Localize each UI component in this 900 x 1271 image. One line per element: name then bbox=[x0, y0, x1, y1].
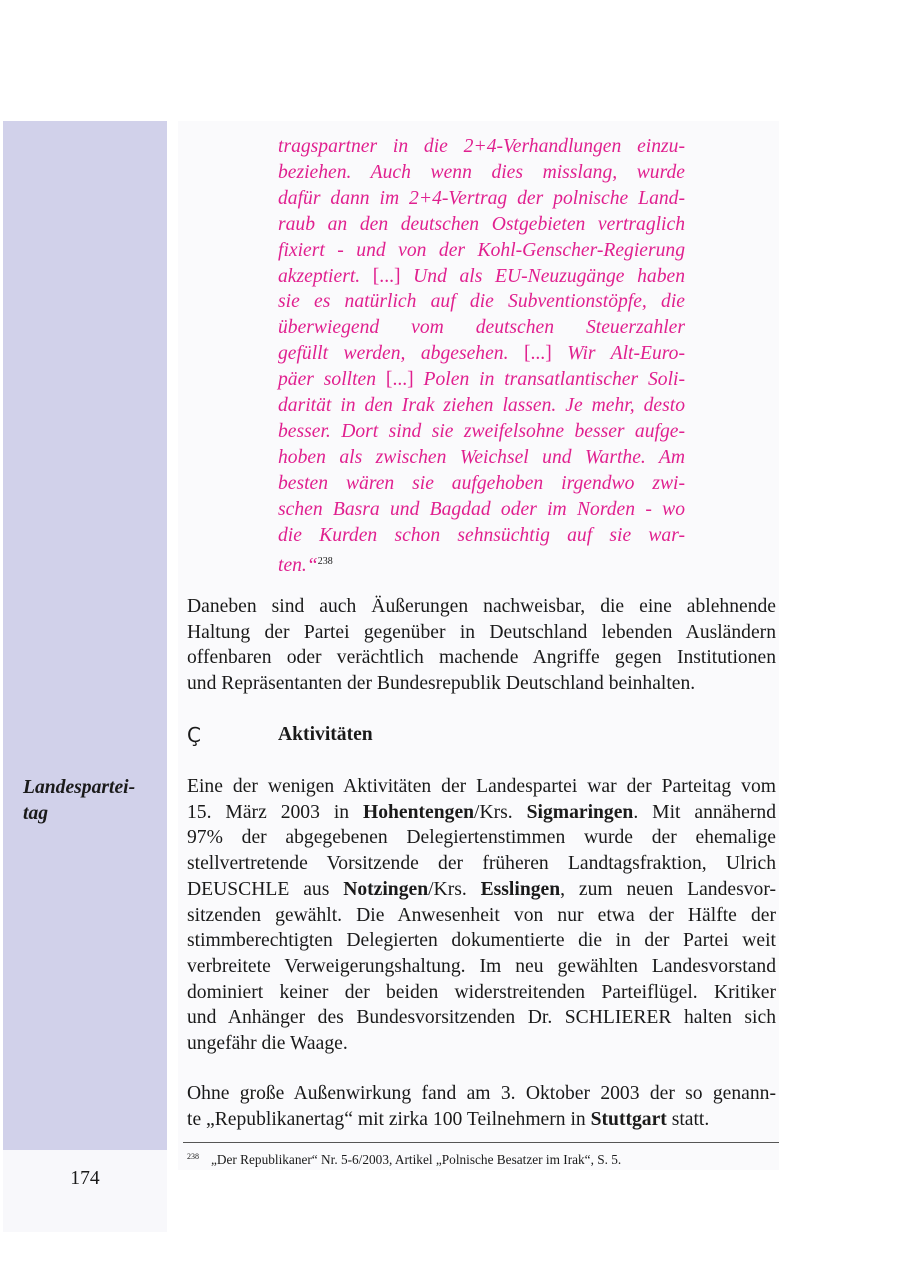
text-line: Ohne große Außenwirkung fand am 3. Oktober 2003 der so genann- bbox=[187, 1083, 776, 1104]
footnote-text: „Der Republikaner“ Nr. 5-6/2003, Artikel „Polnische Besatzer im Irak“, S. 5. bbox=[211, 1152, 622, 1167]
text-line: fixiert - und von der Kohl-Genscher-Regierung bbox=[278, 239, 685, 261]
text-line: Daneben sind auch Äußerungen nachweisbar, die eine ablehnende bbox=[187, 596, 776, 617]
margin-sidebar bbox=[3, 121, 167, 1150]
text-line: Haltung der Partei gegenüber in Deutschland lebenden Ausländern bbox=[187, 621, 776, 643]
text-line: dafür dann im 2+4-Vertrag der polnische Land- bbox=[278, 187, 685, 209]
text-line: schen Basra und Bagdad oder im Norden - wo bbox=[278, 498, 685, 520]
text-line: sitzenden gewählt. Die Anwesenheit von nur etwa der Hälfte der bbox=[187, 904, 776, 926]
text-line: akzeptiert. [...] Und als EU-Neuzugänge haben bbox=[278, 265, 685, 287]
footnote bbox=[187, 1148, 777, 1168]
text-line: päer sollten [...] Polen in transatlantischer Soli- bbox=[278, 369, 686, 391]
text-line: dominiert keiner der beiden widerstreitenden Parteiflügel. Kritiker bbox=[187, 981, 776, 1003]
text-line: und Anhänger des Bundesvorsitzenden Dr. SCHLIERER halten sich bbox=[187, 1007, 776, 1029]
text-line: 15. März 2003 in Hohentengen/Krs. Sigmaringen. Mit annähernd bbox=[187, 801, 776, 823]
text-line: stimmberechtigten Delegierten dokumentierte die in der Partei weit bbox=[187, 930, 776, 952]
text-line: gefüllt werden, abgesehen. [...] Wir Alt-Euro- bbox=[278, 343, 685, 365]
text-line: offenbaren oder verächtlich machende Angriffe gegen Institutionen bbox=[187, 647, 776, 669]
text-line: darität in den Irak ziehen lassen. Je mehr, desto bbox=[278, 395, 685, 417]
text-line: ungefähr die Waage. bbox=[187, 1033, 348, 1055]
text-line: verbreitete Verweigerungshaltung. Im neu gewählten Landesvorstand bbox=[187, 955, 776, 977]
paragraph-foreign-attitudes bbox=[187, 594, 776, 697]
text-line: ten.“$^{238}$ bbox=[278, 554, 333, 576]
paragraph-party-congress bbox=[187, 774, 776, 1057]
text-line: raub an den deutschen Ostgebieten vertraglich bbox=[278, 213, 685, 235]
text-line: Eine der wenigen Aktivitäten der Landespartei war der Parteitag vom bbox=[187, 776, 776, 797]
text-line: te „Republikanertag“ mit zirka 100 Teilnehmern in Stuttgart statt. bbox=[187, 1108, 710, 1130]
text-line: und Repräsentanten der Bundesrepublik Deutschland beinhalten. bbox=[187, 673, 696, 695]
text-line: beziehen. Auch wenn dies misslang, wurde bbox=[278, 161, 685, 183]
text-line: überwiegend vom deutschen Steuerzahler bbox=[278, 317, 685, 339]
text-line: besser. Dort sind sie zweifelsohne besser aufge- bbox=[278, 420, 685, 442]
text-line: stellvertretende Vorsitzende der früheren Landtagsfraktion, Ulrich bbox=[187, 853, 776, 875]
text-line: besten wären sie aufgehoben irgendwo zwi- bbox=[278, 472, 685, 494]
margin-note-line1: Landespartei- bbox=[23, 777, 136, 798]
text-line: tragspartner in die 2+4-Verhandlungen einzu- bbox=[278, 136, 685, 157]
section-marker-icon: Ç bbox=[187, 723, 201, 747]
margin-note bbox=[23, 775, 158, 827]
margin-note-line2: tag bbox=[23, 803, 49, 824]
text-line: DEUSCHLE aus Notzingen/Krs. Esslingen, zum neuen Landesvor- bbox=[187, 878, 776, 900]
footnote-divider bbox=[183, 1142, 779, 1143]
paragraph-republikanertag bbox=[187, 1081, 776, 1132]
text-line: die Kurden schon sehnsüchtig auf sie war- bbox=[278, 524, 685, 546]
block-quote bbox=[278, 134, 685, 578]
section-heading: Aktivitäten bbox=[278, 724, 373, 745]
page-number: 174 bbox=[70, 1168, 100, 1189]
footnote-number: 238 bbox=[187, 1152, 199, 1161]
text-line: 97% der abgegebenen Delegiertenstimmen wurde der ehemalige bbox=[187, 827, 776, 849]
text-line: sie es natürlich auf die Subventionstöpfe, die bbox=[278, 291, 685, 313]
text-line: hoben als zwischen Weichsel und Warthe. Am bbox=[278, 446, 685, 468]
